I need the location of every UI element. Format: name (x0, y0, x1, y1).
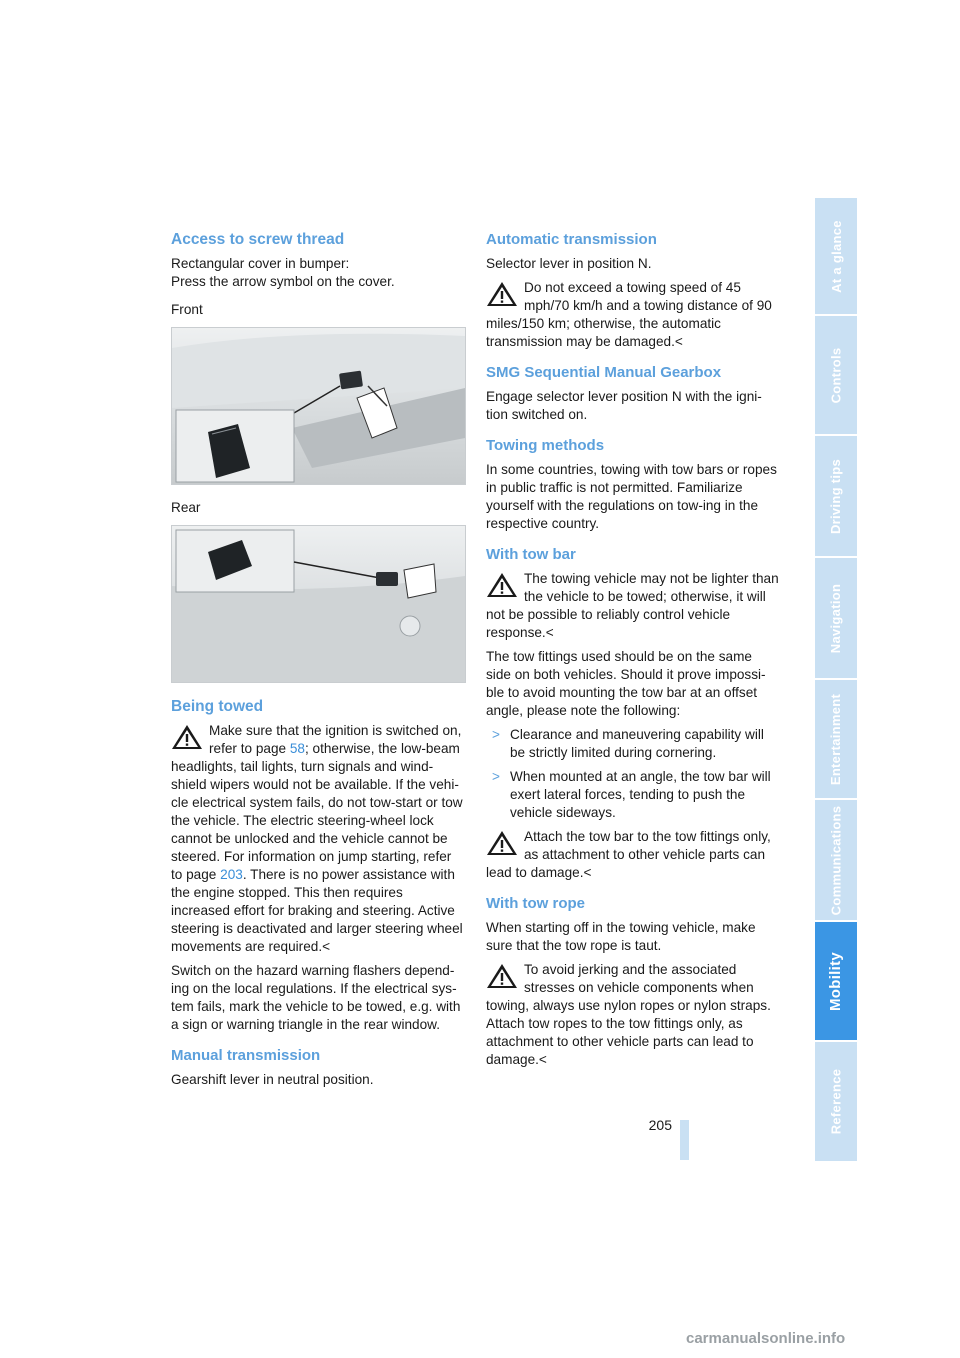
towing-methods-heading: Towing methods (486, 437, 605, 454)
ignition-warning (171, 722, 464, 956)
tab-navigation[interactable] (815, 558, 857, 680)
tab-label: Entertainment (828, 693, 844, 785)
access-line2: Press the arrow symbol on the cover. (171, 274, 395, 289)
manual-transmission-heading: Manual transmission (171, 1047, 321, 1064)
warning-triangle-icon (486, 572, 518, 598)
chapter-sidebar (815, 198, 857, 1161)
ignition-warning-text-a: Make sure that the ignition is switched on, refer to page (209, 723, 462, 756)
tab-label: Mobility (827, 951, 845, 1011)
end-mark: < (538, 1052, 547, 1067)
bullet-arrow: > (492, 727, 500, 742)
watermark: carmanualsonline.info (686, 1330, 846, 1347)
rear-bumper-image (171, 525, 466, 683)
tab-at-a-glance[interactable] (815, 198, 857, 316)
warning-triangle-icon (171, 724, 203, 750)
bullet-text: Clearance and maneuvering capability will be strictly limited during cornering. (510, 727, 764, 760)
tow-rope-warning (486, 961, 779, 1069)
tab-mobility[interactable] (815, 922, 857, 1042)
rear-label: Rear (171, 500, 201, 515)
manual-transmission-text: Gearshift lever in neutral position. (171, 1072, 374, 1087)
warning-triangle-icon (486, 281, 518, 307)
being-towed-heading: Being towed (171, 698, 264, 715)
automatic-transmission-heading: Automatic transmission (486, 231, 657, 248)
towing-methods-text: In some countries, towing with tow bars or ropes in public traffic is not permitted. Familiarize yourself with the regulations on tow-ing in the respective country. (486, 462, 777, 531)
access-heading: Access to screw thread (171, 231, 345, 248)
right-column (486, 230, 779, 1075)
tab-driving-tips[interactable] (815, 436, 857, 558)
attach-warning-text: Attach the tow bar to the tow fittings only, as attachment to other vehicle parts can lead to damage. (486, 829, 771, 880)
page-marker-strip (680, 1120, 689, 1160)
ignition-warning-text-c: . There is no power assistance with the engine stopped. This then requires increased effort for braking and steering. Active steering is deactivated and larger steering wheel movements are required. (171, 867, 463, 954)
tab-label: At a glance (828, 219, 844, 293)
left-column (171, 230, 464, 1095)
tab-label: Reference (828, 1068, 844, 1135)
tow-bar-heading: With tow bar (486, 546, 576, 563)
towing-speed-warning (486, 279, 779, 351)
tow-fittings-text: The tow fittings used should be on the same side on both vehicles. Should it prove impossi-ble to avoid mounting the tow bar at an offset angle, please note the following: (486, 649, 766, 718)
list-item (486, 768, 779, 822)
page-58-link[interactable]: 58 (289, 741, 305, 756)
warning-triangle-icon (486, 963, 518, 989)
tab-entertainment[interactable] (815, 680, 857, 800)
tow-bar-warning (486, 570, 779, 642)
ignition-warning-text-b: ; otherwise, the low-beam headlights, tail lights, turn signals and wind-shield wipers would not be available. If the vehi-cle electrical system fails, do not tow-start or tow the vehicle. The electric steering-wheel lock cannot be unlocked and the vehicle cannot be steered. For information on jump starting, refer to page (171, 741, 463, 882)
page-number: 205 (648, 1117, 672, 1133)
front-bumper-image (171, 327, 466, 485)
tow-rope-heading: With tow rope (486, 895, 586, 912)
tab-label: Navigation (828, 583, 844, 653)
warning-triangle-icon (486, 830, 518, 856)
tow-rope-text: When starting off in the towing vehicle, make sure that the tow rope is taut. (486, 920, 756, 953)
tab-reference[interactable] (815, 1042, 857, 1163)
end-mark: < (545, 625, 554, 640)
smg-text: Engage selector lever position N with the igni-tion switched on. (486, 389, 762, 422)
end-mark: < (322, 939, 331, 954)
end-mark: < (674, 334, 683, 349)
tow-rope-warning-text: To avoid jerking and the associated stresses on vehicle components when towing, always use nylon ropes or nylon straps. Attach tow ropes to the tow fittings only, as attachment to other vehicle parts can lead to damage. (486, 962, 771, 1067)
list-item (486, 726, 779, 762)
smg-heading: SMG Sequential Manual Gearbox (486, 364, 722, 381)
tab-label: Driving tips (828, 458, 844, 534)
bullet-arrow: > (492, 769, 500, 784)
front-label: Front (171, 302, 203, 317)
tab-communications[interactable] (815, 800, 857, 922)
tow-bar-warning-text: The towing vehicle may not be lighter than the vehicle to be towed; otherwise, it will not be possible to reliably control vehicle response. (486, 571, 779, 640)
access-line1: Rectangular cover in bumper: (171, 256, 350, 271)
end-mark: < (583, 865, 592, 880)
towing-speed-warning-text: Do not exceed a towing speed of 45 mph/70 km/h and a towing distance of 90 miles/150 km; otherwise, the automatic transmission may be damaged. (486, 280, 772, 349)
attach-warning (486, 828, 779, 882)
page-203-link[interactable]: 203 (220, 867, 243, 882)
tab-label: Controls (828, 347, 844, 403)
tab-label: Communications (828, 805, 844, 915)
bullet-text: When mounted at an angle, the tow bar will exert lateral forces, tending to push the vehicle sideways. (510, 769, 771, 820)
automatic-transmission-text: Selector lever in position N. (486, 256, 652, 271)
tab-controls[interactable] (815, 316, 857, 436)
hazard-text: Switch on the hazard warning flashers depend-ing on the local regulations. If the electrical sys-tem fails, mark the vehicle to be towed, e.g. with a sign or warning triangle in the rear window. (171, 963, 461, 1032)
